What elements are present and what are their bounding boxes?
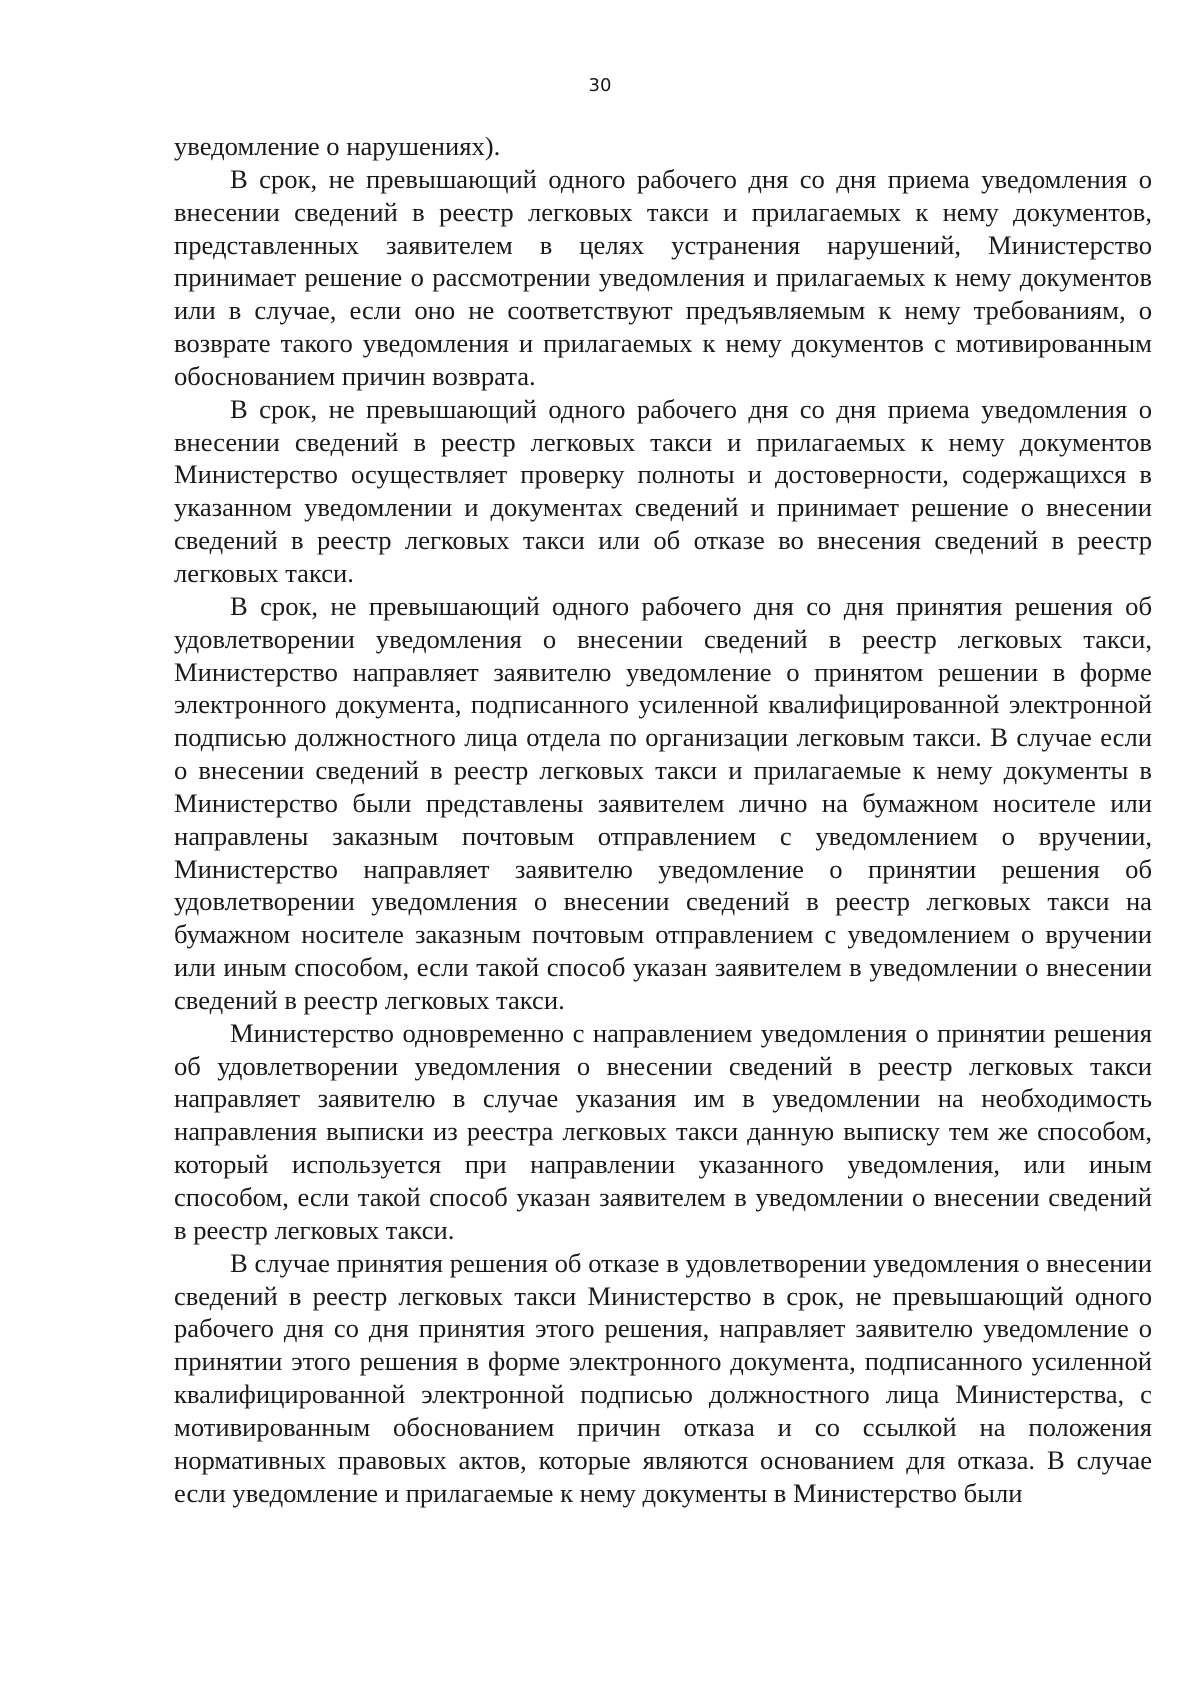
paragraph: Министерство одновременно с направлением уведомления о принятии решения об удовлетворении уведомления о внесении сведений в реестр легковых такси направляет заявителю в случае указания им в уведомлении на необходимость направления выписки из реестра легковых такси данную выписку тем же способом, который используется при направлении указанного уведомления, или иным способом, если такой способ указан заявителем в уведомлении о внесении сведений в реестр легковых такси. [174,1017,1152,1245]
paragraph-continuation: уведомление о нарушениях). [174,131,501,161]
document-body [174,130,1152,1509]
paragraph: В срок, не превышающий одного рабочего дня со дня приема уведомления о внесении сведений в реестр легковых такси и прилагаемых к нему документов, представленных заявителем в целях устранения нарушений, Министерство принимает решение о рассмотрении уведомления и прилагаемых к нему документов или в случае, если оно не соответствуют предъявляемым к нему требованиям, о возврате такого уведомления и прилагаемых к нему документов с мотивированным обоснованием причин возврата. [174,163,1152,391]
paragraph: В срок, не превышающий одного рабочего дня со дня приема уведомления о внесении сведений в реестр легковых такси и прилагаемых к нему документов Министерство осуществляет проверку полноты и достоверности, содержащихся в указанном уведомлении и документах сведений и принимает решение о внесении сведений в реестр легковых такси или об отказе во внесения сведений в реестр легковых такси. [174,393,1152,588]
paragraph: В случае принятия решения об отказе в удовлетворении уведомления о внесении сведений в реестр легковых такси Министерство в срок, не превышающий одного рабочего дня со дня принятия этого решения, направляет заявителю уведомление о принятии этого решения в форме электронного документа, подписанного усиленной квалифицированной электронной подписью должностного лица Министерства, с мотивированным обоснованием причин отказа и со ссылкой на положения нормативных правовых актов, которые являются основанием для отказа. В случае если уведомление и прилагаемые к нему документы в Министерство были [174,1247,1152,1508]
page-number: 30 [588,75,612,96]
paragraph: В срок, не превышающий одного рабочего дня со дня принятия решения об удовлетворении уведомления о внесении сведений в реестр легковых такси, Министерство направляет заявителю уведомление о принятом решении в форме электронного документа, подписанного усиленной квалифицированной электронной подписью должностного лица отдела по организации легковым такси. В случае если о внесении сведений в реестр легковых такси и прилагаемые к нему документы в Министерство были представлены заявителем лично на бумажном носителе или направлены заказным почтовым отправлением с уведомлением о вручении, Министерство направляет заявителю уведомление о принятии решения об удовлетворении уведомления о внесении сведений в реестр легковых такси на бумажном носителе заказным почтовым отправлением с уведомлением о вручении или иным способом, если такой способ указан заявителем в уведомлении о внесении сведений в реестр легковых такси. [174,590,1152,1015]
